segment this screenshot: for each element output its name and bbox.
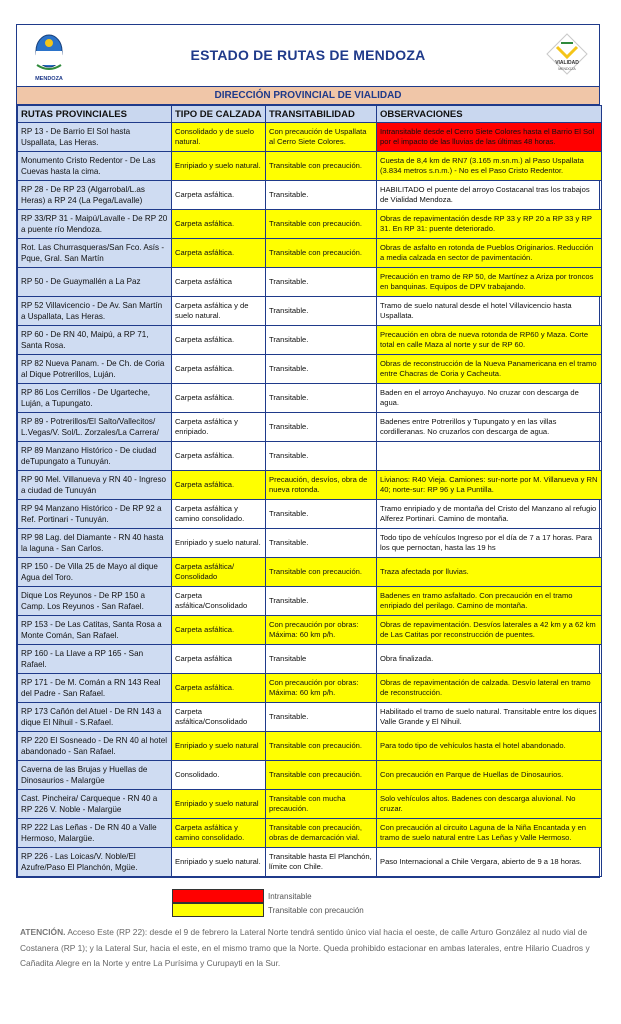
observations-cell: Tramo enripiado y de montaña del Cristo del Manzano al refugio Alferez Portinari. Camino de montaña. bbox=[377, 500, 602, 529]
route-cell: Dique Los Reyunos - De RP 150 a Camp. Los Reyunos - San Rafael. bbox=[18, 587, 172, 616]
table-row bbox=[18, 703, 602, 732]
route-cell: RP 89 Manzano Histórico - De ciudad deTupungato a Tunuyán. bbox=[18, 442, 172, 471]
table-row bbox=[18, 384, 602, 413]
surface-cell: Carpeta asfáltica y de suelo natural. bbox=[172, 297, 266, 326]
passability-cell: Transitable. bbox=[266, 442, 377, 471]
passability-cell: Transitable con precaución. bbox=[266, 761, 377, 790]
road-status-table bbox=[17, 105, 602, 877]
page-title: ESTADO DE RUTAS DE MENDOZA bbox=[190, 47, 426, 63]
observations-cell: Con precaución en Parque de Huellas de Dinosaurios. bbox=[377, 761, 602, 790]
column-header-surface: TIPO DE CALZADA bbox=[172, 106, 266, 123]
observations-cell: Obra finalizada. bbox=[377, 645, 602, 674]
passability-cell: Precaución, desvíos, obra de nueva rotonda. bbox=[266, 471, 377, 500]
surface-cell: Carpeta asfáltica y camino consolidado. bbox=[172, 500, 266, 529]
surface-cell: Carpeta asfáltica. bbox=[172, 239, 266, 268]
observations-cell: Paso Internacional a Chile Vergara, abierto de 9 a 18 horas. bbox=[377, 848, 602, 877]
passability-cell: Transitable hasta El Planchón, límite con Chile. bbox=[266, 848, 377, 877]
surface-cell: Carpeta asfáltica. bbox=[172, 442, 266, 471]
attention-note bbox=[20, 925, 596, 972]
table-row bbox=[18, 268, 602, 297]
table-row bbox=[18, 297, 602, 326]
table-row bbox=[18, 645, 602, 674]
table-row bbox=[18, 413, 602, 442]
observations-cell: HABILITADO el puente del arroyo Costacanal tras los trabajos de Vialidad Mendoza. bbox=[377, 181, 602, 210]
legend-item-closed bbox=[172, 889, 364, 903]
observations-cell: Precaución en tramo de RP 50, de Martínez a Ariza por troncos en banquinas. Equipos de DPV trabajando. bbox=[377, 268, 602, 297]
table-row bbox=[18, 500, 602, 529]
route-cell: RP 50 - De Guaymallén a La Paz bbox=[18, 268, 172, 297]
legend bbox=[172, 889, 364, 917]
route-cell: RP 153 - De Las Catitas, Santa Rosa a Monte Comán, San Rafael. bbox=[18, 616, 172, 645]
table-row bbox=[18, 732, 602, 761]
table-row bbox=[18, 326, 602, 355]
table-header-row bbox=[18, 106, 602, 123]
svg-text:MENDOZA: MENDOZA bbox=[35, 76, 63, 82]
route-cell: RP 89 - Potrerillos/El Salto/Vallecitos/ L.Vegas/V. Sol/L. Zorzales/La Carrera/ bbox=[18, 413, 172, 442]
passability-cell: Transitable. bbox=[266, 181, 377, 210]
column-header-passability: TRANSITABILIDAD bbox=[266, 106, 377, 123]
observations-cell: Livianos: R40 Vieja. Camiones: sur-norte por M. Villanueva y RN 40; norte-sur: RP 96 y La Puntilla. bbox=[377, 471, 602, 500]
table-row bbox=[18, 210, 602, 239]
observations-cell: Traza afectada por lluvias. bbox=[377, 558, 602, 587]
surface-cell: Carpeta asfáltica. bbox=[172, 471, 266, 500]
route-cell: RP 13 - De Barrio El Sol hasta Uspallata, Las Heras. bbox=[18, 123, 172, 152]
observations-cell: Tramo de suelo natural desde el hotel Villavicencio hasta Uspallata. bbox=[377, 297, 602, 326]
surface-cell: Carpeta asfáltica y enripiado. bbox=[172, 413, 266, 442]
table-row bbox=[18, 616, 602, 645]
passability-cell: Transitable con mucha precaución. bbox=[266, 790, 377, 819]
sheet-header bbox=[17, 25, 599, 87]
table-row bbox=[18, 848, 602, 877]
note-lead: ATENCIÓN. bbox=[20, 927, 66, 937]
route-cell: RP 173 Cañón del Atuel - De RN 143 a dique El Nihuil - S.Rafael. bbox=[18, 703, 172, 732]
route-cell: RP 171 - De M. Comán a RN 143 Real del Padre - San Rafael. bbox=[18, 674, 172, 703]
observations-cell: Obras de asfalto en rotonda de Pueblos Originarios. Reducción a media calzada en sector de pavimentación. bbox=[377, 239, 602, 268]
surface-cell: Enripiado y suelo natural. bbox=[172, 152, 266, 181]
route-cell: RP 33/RP 31 - Maipú/Lavalle - De RP 20 a puente río Mendoza. bbox=[18, 210, 172, 239]
passability-cell: Transitable. bbox=[266, 326, 377, 355]
surface-cell: Enripiado y suelo natural. bbox=[172, 848, 266, 877]
svg-text:MENDOZA: MENDOZA bbox=[558, 67, 576, 71]
observations-cell: Intransitable desde el Cerro Siete Colores hasta el Barrio El Sol por el impacto de las lluvias de las últimas 48 horas. bbox=[377, 123, 602, 152]
passability-cell: Transitable con precaución. bbox=[266, 239, 377, 268]
passability-cell: Transitable bbox=[266, 645, 377, 674]
passability-cell: Transitable. bbox=[266, 500, 377, 529]
passability-cell: Transitable con precaución. bbox=[266, 210, 377, 239]
route-cell: RP 150 - De Villa 25 de Mayo al dique Agua del Toro. bbox=[18, 558, 172, 587]
surface-cell: Carpeta asfáltica/ Consolidado bbox=[172, 558, 266, 587]
observations-cell: Habilitado el tramo de suelo natural. Transitable entre los diques Valle Grande y El Nihuil. bbox=[377, 703, 602, 732]
surface-cell: Carpeta asfáltica/Consolidado bbox=[172, 587, 266, 616]
surface-cell: Carpeta asfáltica bbox=[172, 645, 266, 674]
table-row bbox=[18, 152, 602, 181]
route-cell: Rot. Las Churrasqueras/San Fco. Asís - Pque, Gral. San Martín bbox=[18, 239, 172, 268]
surface-cell: Carpeta asfáltica. bbox=[172, 210, 266, 239]
passability-cell: Transitable. bbox=[266, 268, 377, 297]
route-cell: RP 160 - La Llave a RP 165 - San Rafael. bbox=[18, 645, 172, 674]
table-row bbox=[18, 819, 602, 848]
passability-cell: Transitable. bbox=[266, 413, 377, 442]
surface-cell: Carpeta asfáltica. bbox=[172, 355, 266, 384]
route-cell: Cast. Pincheira/ Carqueque - RN 40 a RP 226 V. Noble - Malargüe bbox=[18, 790, 172, 819]
surface-cell: Carpeta asfáltica bbox=[172, 268, 266, 297]
legend-item-caution bbox=[172, 903, 364, 917]
route-cell: RP 82 Nueva Panam. - De Ch. de Coria al Dique Potrerillos, Luján. bbox=[18, 355, 172, 384]
observations-cell: Cuesta de 8,4 km de RN7 (3.165 m.sn.m.) al Paso Uspallata (3.834 metros s.n.m.) - No es el Paso Cristo Redentor. bbox=[377, 152, 602, 181]
route-cell: RP 94 Manzano Histórico - De RP 92 a Ref. Portinari - Tunuyán. bbox=[18, 500, 172, 529]
table-row bbox=[18, 181, 602, 210]
legend-label: Transitable con precaución bbox=[268, 905, 364, 915]
table-row bbox=[18, 355, 602, 384]
route-cell: RP 52 Villavicencio - De Av. San Martín a Uspallata, Las Heras. bbox=[18, 297, 172, 326]
passability-cell: Con precaución de Uspallata al Cerro Siete Colores. bbox=[266, 123, 377, 152]
table-row bbox=[18, 558, 602, 587]
passability-cell: Con precaución por obras: Máxima: 60 km p/h. bbox=[266, 674, 377, 703]
table-row bbox=[18, 674, 602, 703]
route-cell: RP 222 Las Leñas - De RN 40 a Valle Hermoso, Malargüe. bbox=[18, 819, 172, 848]
passability-cell: Transitable. bbox=[266, 529, 377, 558]
route-cell: RP 98 Lag. del Diamante - RN 40 hasta la laguna - San Carlos. bbox=[18, 529, 172, 558]
route-cell: RP 226 - Las Loicas/V. Noble/El Azufre/Paso El Planchón, Mgüe. bbox=[18, 848, 172, 877]
observations-cell: Obras de repavimentación. Desvíos laterales a 42 km y a 62 km de Las Catitas por reconstrucción de puentes. bbox=[377, 616, 602, 645]
svg-text:VIALIDAD: VIALIDAD bbox=[555, 60, 579, 66]
table-row bbox=[18, 587, 602, 616]
surface-cell: Carpeta asfáltica. bbox=[172, 674, 266, 703]
table-row bbox=[18, 123, 602, 152]
column-header-route: RUTAS PROVINCIALES bbox=[18, 106, 172, 123]
route-cell: RP 90 Mel. Villanueva y RN 40 - Ingreso a ciudad de Tunuyán bbox=[18, 471, 172, 500]
table-row bbox=[18, 442, 602, 471]
table-row bbox=[18, 471, 602, 500]
passability-cell: Con precaución por obras: Máxima: 60 km p/h. bbox=[266, 616, 377, 645]
observations-cell: Baden en el arroyo Anchayuyo. No cruzar con descarga de agua. bbox=[377, 384, 602, 413]
surface-cell: Carpeta asfáltica. bbox=[172, 616, 266, 645]
surface-cell: Consolidado. bbox=[172, 761, 266, 790]
observations-cell: Con precaución al circuito Laguna de la Niña Encantada y en tramo de suelo natural entre Las Leñas y Valle Hermoso. bbox=[377, 819, 602, 848]
observations-cell: Obras de repavimentación de calzada. Desvío lateral en tramo de reconstrucción. bbox=[377, 674, 602, 703]
surface-cell: Enripiado y suelo natural bbox=[172, 790, 266, 819]
route-cell: RP 86 Los Cerrillos - De Ugarteche, Luján, a Tupungato. bbox=[18, 384, 172, 413]
legend-swatch-yellow bbox=[172, 903, 264, 917]
route-cell: RP 60 - De RN 40, Maipú, a RP 71, Santa Rosa. bbox=[18, 326, 172, 355]
observations-cell: Todo tipo de vehículos Ingreso por el día de 7 a 17 horas. Para los que pernoctan, hasta las 19 hs bbox=[377, 529, 602, 558]
observations-cell: Obras de repavimentación desde RP 33 y RP 20 a RP 33 y RP 31. En RP 31: puente deteriorado. bbox=[377, 210, 602, 239]
agency-subheader: DIRECCIÓN PROVINCIAL DE VIALIDAD bbox=[17, 87, 599, 105]
column-header-observations: OBSERVACIONES bbox=[377, 106, 602, 123]
note-text: Acceso Este (RP 22): desde el 9 de febrero la Lateral Norte tendrá sentido único vial hacia el oeste, de calle Arturo González al nudo vial de Costanera (RP 1); y la Lateral Sur, hacia el este, en el mismo tramo que la Norte. Queda prohibido estacionar en ambas laterales, entre Hilario Cuadros y Cañadita Alegre en la Norte y entre La Purísima y Curupayti en la Sur. bbox=[20, 927, 590, 969]
surface-cell: Carpeta asfáltica y camino consolidado. bbox=[172, 819, 266, 848]
passability-cell: Transitable. bbox=[266, 384, 377, 413]
passability-cell: Transitable. bbox=[266, 297, 377, 326]
passability-cell: Transitable con precaución. bbox=[266, 558, 377, 587]
surface-cell: Carpeta asfáltica/Consolidado bbox=[172, 703, 266, 732]
surface-cell: Enripiado y suelo natural bbox=[172, 732, 266, 761]
passability-cell: Transitable. bbox=[266, 703, 377, 732]
surface-cell: Carpeta asfáltica. bbox=[172, 326, 266, 355]
route-cell: RP 220 El Sosneado - De RN 40 al hotel abandonado - San Rafael. bbox=[18, 732, 172, 761]
surface-cell: Carpeta asfáltica. bbox=[172, 181, 266, 210]
table-row bbox=[18, 790, 602, 819]
observations-cell: Precaución en obra de nueva rotonda de RP60 y Maza. Corte total en calle Maza al norte y sur de RP 60. bbox=[377, 326, 602, 355]
surface-cell: Carpeta asfáltica. bbox=[172, 384, 266, 413]
route-cell: Monumento Cristo Redentor - De Las Cuevas hasta la cima. bbox=[18, 152, 172, 181]
observations-cell: Solo vehículos altos. Badenes con descarga aluvional. No cruzar. bbox=[377, 790, 602, 819]
surface-cell: Consolidado y de suelo natural. bbox=[172, 123, 266, 152]
surface-cell: Enripiado y suelo natural. bbox=[172, 529, 266, 558]
observations-cell: Badenes entre Potrerillos y Tupungato y en las villas cordilleranas. No cruzarlos con descarga de agua. bbox=[377, 413, 602, 442]
observations-cell: Para todo tipo de vehículos hasta el hotel abandonado. bbox=[377, 732, 602, 761]
road-status-sheet bbox=[16, 24, 600, 878]
passability-cell: Transitable. bbox=[266, 587, 377, 616]
passability-cell: Transitable con precaución. bbox=[266, 152, 377, 181]
table-row bbox=[18, 239, 602, 268]
route-cell: Caverna de las Brujas y Huellas de Dinosaurios - Malargüe bbox=[18, 761, 172, 790]
table-row bbox=[18, 529, 602, 558]
legend-label: Intransitable bbox=[268, 891, 312, 901]
observations-cell: Badenes en tramo asfaltado. Con precaución en el tramo enripiado del perilago. Camino de montaña. bbox=[377, 587, 602, 616]
route-cell: RP 28 - De RP 23 (Algarrobal/L.as Heras) a RP 24 (La Pega/Lavalle) bbox=[18, 181, 172, 210]
vialidad-logo bbox=[543, 31, 591, 81]
observations-cell: Obras de reconstrucción de la Nueva Panamericana en el tramo entre Chacras de Coria y Cacheuta. bbox=[377, 355, 602, 384]
passability-cell: Transitable con precaución. bbox=[266, 732, 377, 761]
table-row bbox=[18, 761, 602, 790]
observations-cell bbox=[377, 442, 602, 471]
passability-cell: Transitable. bbox=[266, 355, 377, 384]
passability-cell: Transitable con precaución, obras de demarcación vial. bbox=[266, 819, 377, 848]
legend-swatch-red bbox=[172, 889, 264, 903]
